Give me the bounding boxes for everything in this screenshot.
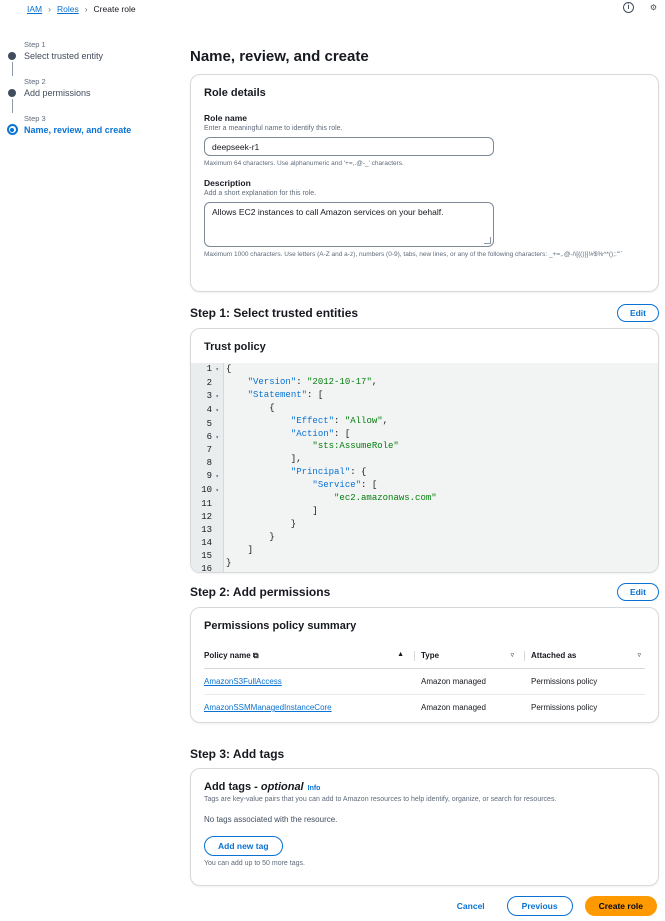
page-title: Name, review, and create — [190, 48, 369, 65]
external-link-icon: ⧉ — [252, 651, 259, 660]
fold-toggle-icon[interactable]: ▾ — [215, 433, 219, 441]
description-constraint: Maximum 1000 characters. Use letters (A-Z and a-z), numbers (0-9), tabs, new lines, or any of the following characters: _+=,.@-/\[{()}]!#$%^*();:"'` — [204, 250, 623, 258]
line-number: 3 ▾ — [191, 390, 219, 404]
tags-optional-text: optional — [260, 781, 304, 793]
line-number: 7 — [206, 445, 212, 456]
role-name-input[interactable] — [204, 137, 494, 156]
wizard-step-3 — [6, 114, 131, 138]
trust-policy-card — [190, 328, 659, 573]
step2-title: Step 2: Add permissions — [190, 585, 331, 599]
line-number: 6 ▾ — [191, 431, 219, 445]
permissions-summary-title: Permissions policy summary — [204, 620, 357, 632]
column-policy-name[interactable] — [204, 643, 414, 669]
breadcrumb-iam[interactable]: IAM — [27, 3, 43, 14]
column-divider — [414, 651, 415, 661]
line-number: 15 — [201, 550, 212, 561]
step-connector — [12, 99, 13, 113]
no-tags-text: No tags associated with the resource. — [204, 815, 338, 824]
tags-title-text: Add tags - — [204, 781, 261, 793]
table-row — [204, 669, 645, 695]
chevron-right-icon: › — [48, 3, 51, 14]
permissions-summary-card — [190, 607, 659, 723]
breadcrumb-roles[interactable]: Roles — [56, 3, 79, 14]
column-label: Attached as — [531, 651, 577, 661]
role-name-label: Role name — [204, 113, 247, 123]
create-role-button[interactable]: Create role — [585, 896, 657, 916]
policy-type: Amazon managed — [421, 703, 486, 712]
info-icon[interactable]: i — [623, 2, 634, 13]
step-number: Step 1 — [24, 40, 46, 49]
step1-title: Step 1: Select trusted entities — [190, 306, 359, 320]
sort-ascending-icon[interactable]: ▲ — [397, 651, 404, 658]
policy-attached-as: Permissions policy — [531, 703, 598, 712]
add-new-tag-button[interactable]: Add new tag — [204, 836, 283, 856]
fold-toggle-icon[interactable]: ▾ — [215, 406, 219, 414]
resize-handle-icon[interactable] — [484, 237, 491, 244]
permissions-table — [204, 643, 645, 720]
line-number: 1 ▾ — [191, 363, 219, 377]
role-details-card — [190, 74, 659, 292]
fold-toggle-icon[interactable]: ▾ — [215, 392, 219, 400]
line-number-gutter — [191, 363, 223, 573]
line-number: 4 ▾ — [191, 404, 219, 418]
policy-link[interactable]: AmazonSSMManagedInstanceCore — [204, 703, 332, 712]
step-dot-icon — [8, 89, 16, 97]
step-dot-icon — [8, 52, 16, 60]
fold-toggle-icon[interactable]: ▾ — [215, 487, 219, 495]
wizard-footer — [447, 896, 657, 916]
policy-type: Amazon managed — [414, 669, 524, 695]
column-label: Policy name — [204, 651, 251, 660]
description-textarea[interactable] — [204, 202, 494, 247]
column-label: Type — [421, 651, 440, 661]
wizard-steps — [6, 40, 131, 151]
card-title: Role details — [204, 87, 266, 99]
column-attached-as[interactable] — [524, 643, 645, 669]
column-divider — [524, 651, 525, 661]
line-number: 12 — [201, 511, 212, 522]
policy-link[interactable]: AmazonS3FullAccess — [204, 677, 282, 686]
sort-icon[interactable]: ▿ — [637, 652, 641, 659]
tags-description: Tags are key-value pairs that you can add to Amazon resources to help identify, organize, or search for resources. — [204, 796, 557, 803]
description-label: Description — [204, 177, 251, 188]
step2-header — [190, 583, 659, 601]
line-number: 9 ▾ — [191, 470, 219, 484]
step1-edit-button[interactable]: Edit — [617, 304, 659, 322]
cancel-button[interactable]: Cancel — [447, 897, 495, 915]
step2-edit-button[interactable]: Edit — [617, 583, 659, 601]
wizard-step-1[interactable] — [6, 40, 131, 64]
info-link[interactable]: Info — [307, 785, 321, 792]
line-number: 8 — [206, 458, 212, 469]
policy-attached-as: Permissions policy — [524, 669, 645, 695]
trust-policy-editor[interactable] — [191, 363, 658, 573]
table-row — [204, 695, 645, 721]
step1-header — [190, 304, 659, 322]
top-bar — [0, 0, 665, 17]
previous-button[interactable]: Previous — [507, 896, 573, 916]
step-label[interactable]: Select trusted entity — [24, 51, 104, 61]
fold-toggle-icon[interactable]: ▾ — [215, 473, 219, 481]
trust-policy-code: { "Version": "2012-10-17", "Statement": [ { "Effect": "Allow", "Action": [ "sts:AssumeRole" ], "Principal": { "Service": [ "ec2.amazonaws.com" ] } } ] } — [223, 363, 658, 573]
step-current-icon — [7, 124, 18, 135]
line-number: 14 — [201, 537, 212, 548]
tags-card — [190, 768, 659, 886]
main-content — [190, 48, 659, 886]
step3-title: Step 3: Add tags — [190, 747, 285, 761]
step-connector — [12, 62, 13, 76]
step-number: Step 2 — [24, 77, 46, 86]
role-name-constraint: Maximum 64 characters. Use alphanumeric and '+=,.@-_' characters. — [204, 160, 404, 167]
settings-icon[interactable]: ⚙ — [649, 2, 658, 12]
trust-policy-title: Trust policy — [204, 341, 266, 353]
line-number: 5 — [206, 418, 212, 429]
step-label[interactable]: Add permissions — [24, 88, 91, 98]
chevron-right-icon: › — [84, 3, 88, 14]
sort-icon[interactable]: ▿ — [510, 652, 514, 659]
wizard-step-2[interactable] — [6, 77, 131, 101]
tags-title — [204, 781, 645, 793]
tags-limit-text: You can add up to 50 more tags. — [204, 860, 305, 867]
line-number: 13 — [201, 524, 212, 535]
line-number: 2 — [206, 377, 212, 388]
column-type[interactable] — [414, 643, 524, 669]
fold-toggle-icon[interactable]: ▾ — [215, 366, 219, 373]
line-number: 10 ▾ — [191, 484, 219, 498]
line-number: 11 — [201, 499, 212, 510]
step-number: Step 3 — [24, 114, 46, 123]
line-number: 16 — [201, 563, 212, 573]
role-name-description: Enter a meaningful name to identify this role. — [204, 125, 343, 132]
breadcrumb-current: Create role — [93, 3, 136, 14]
description-hint: Add a short explanation for this role. — [204, 189, 317, 197]
description-value: Allows EC2 instances to call Amazon services on your behalf. — [212, 206, 444, 217]
step-label: Name, review, and create — [24, 125, 132, 135]
